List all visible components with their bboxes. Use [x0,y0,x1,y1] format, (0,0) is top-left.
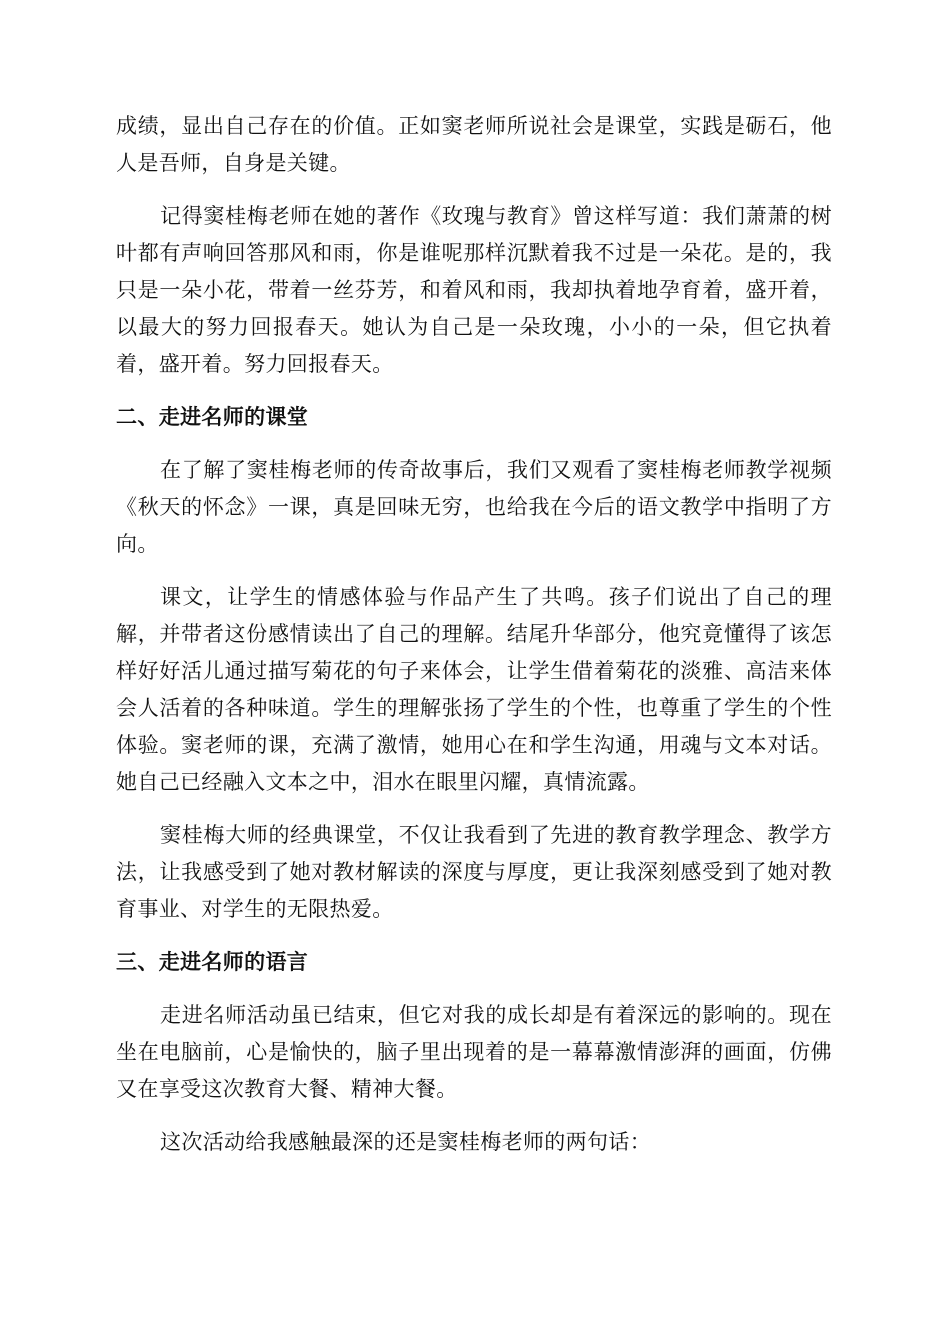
paragraph: 记得窦桂梅老师在她的著作《玫瑰与教育》曾这样写道：我们萧萧的树叶都有声响回答那风和雨，你是谁呢那样沉默着我不过是一朵花。是的，我只是一朵小花，带着一丝芬芳，和着风和雨，我却执着地孕育着，盛开着，以最大的努力回报春天。她认为自己是一朵玫瑰，小小的一朵，但它执着着，盛开着。努力回报春天。 [116,204,832,376]
paragraph: 课文，让学生的情感体验与作品产生了共鸣。孩子们说出了自己的理解，并带者这份感情读出了自己的理解。结尾升华部分，他究竟懂得了该怎样好好活儿通过描写菊花的句子来体会，让学生借着菊花的淡雅、高洁来体会人活着的各种味道。学生的理解张扬了学生的个性，也尊重了学生的个性体验。窦老师的课，充满了激情，她用心在和学生沟通，用魂与文本对话。她自己已经融入文本之中，泪水在眼里闪耀，真情流露。 [116,585,832,794]
section-heading: 二、走进名师的课堂 [116,405,309,429]
paragraph: 成绩，显出自己存在的价值。正如窦老师所说社会是课堂，实践是砺石，他人是吾师，自身是关键。 [116,114,832,175]
document-page [116,108,832,1177]
paragraph: 窦桂梅大师的经典课堂，不仅让我看到了先进的教育教学理念、教学方法，让我感受到了她对教材解读的深度与厚度，更让我深刻感受到了她对教育事业、对学生的无限热爱。 [116,823,832,921]
paragraph: 走进名师活动虽已结束，但它对我的成长却是有着深远的影响的。现在坐在电脑前，心是愉快的，脑子里出现着的是一幕幕激情澎湃的画面，仿佛又在享受这次教育大餐、精神大餐。 [116,1003,832,1101]
paragraph: 在了解了窦桂梅老师的传奇故事后，我们又观看了窦桂梅老师教学视频《秋天的怀念》一课，真是回味无穷，也给我在今后的语文教学中指明了方向。 [116,458,832,556]
section-heading: 三、走进名师的语言 [116,950,309,974]
paragraph: 这次活动给我感触最深的还是窦桂梅老师的两句话： [160,1130,652,1154]
